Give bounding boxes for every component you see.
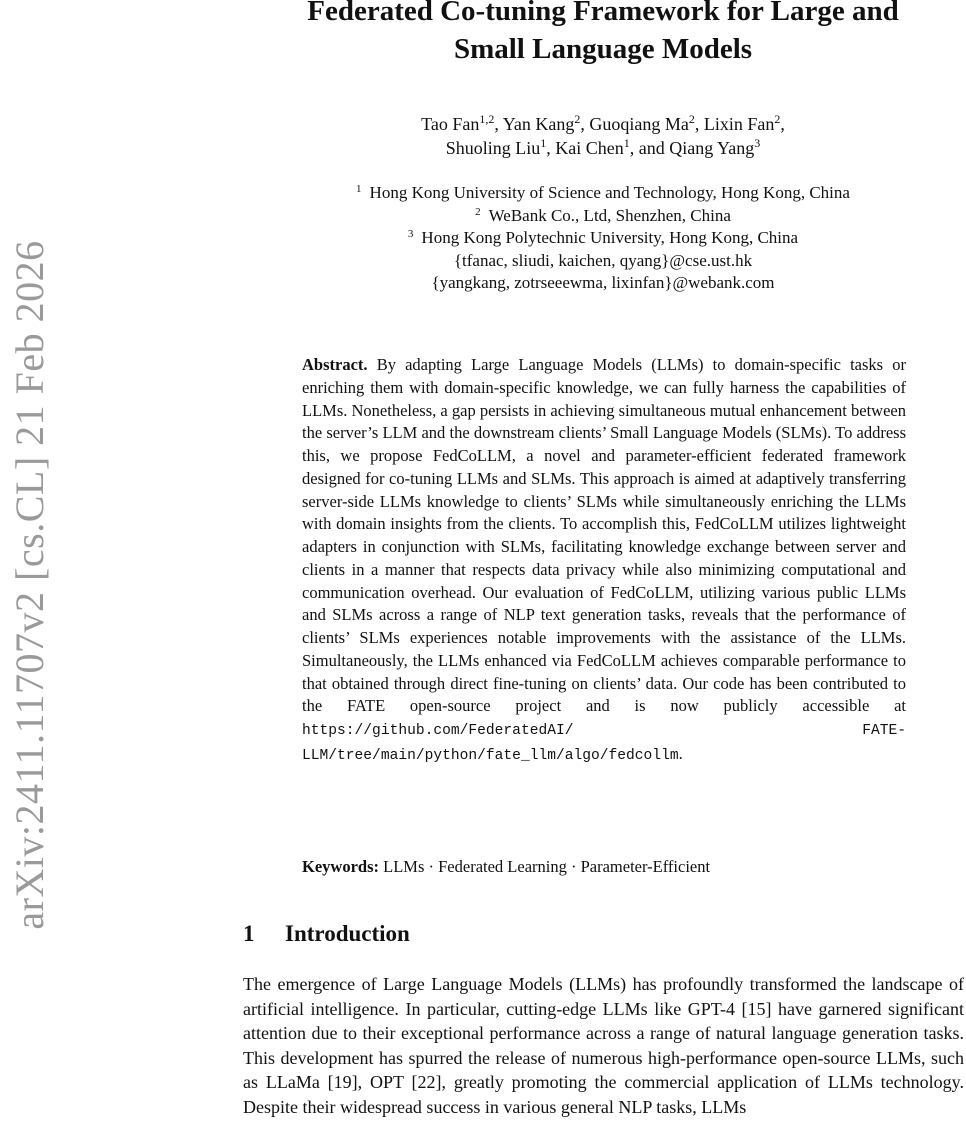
- paper-title: [240, 0, 966, 68]
- author-affiliation-mark: 1: [540, 136, 547, 150]
- author-separator: ,: [694, 114, 704, 134]
- author-name: Lixin Fan: [703, 114, 775, 134]
- abstract-end-punctuation: .: [678, 743, 683, 763]
- author-name: Kai Chen: [555, 138, 624, 158]
- author-name: Qiang Yang: [669, 138, 755, 158]
- email-line: {tfanac, sliudi, kaichen, qyang}@cse.ust.hk: [453, 250, 753, 270]
- introduction-paragraph: The emergence of Large Language Models (LLMs) has profoundly transformed the landscape of artificial intelligence. In particular, cutting-edge LLMs like GPT-4 [15] have garnered significant attention due to their exceptional performance across a range of natural language generation tasks. This development has spurred the release of numerous high-performance open-source LLMs, such as LLaMa [19], OPT [22], greatly promoting the commercial application of LLMs technology. Despite their widespread success in various general NLP tasks, LLMs: [243, 974, 964, 1117]
- section-heading-introduction: [243, 918, 410, 950]
- author-separator: ,: [546, 138, 556, 158]
- keywords-label: Keywords:: [302, 857, 379, 876]
- abstract: [302, 354, 906, 768]
- affiliation-line: [240, 227, 966, 250]
- author-affiliation-mark: 3: [754, 136, 761, 150]
- author-name: Shuoling Liu: [445, 138, 541, 158]
- author-line-1: [240, 112, 966, 136]
- affiliation-block: [240, 182, 966, 295]
- abstract-text: By adapting Large Language Models (LLMs) to domain-specific tasks or enriching them with domain-specific knowledge, we can fully harness the capabilities of LLMs. Nonetheless, a gap persists in achieving simultaneous mutual enhancement between the server’s LLM and the downstream clients’ Small Language Models (SLMs). To address this, we propose FedCoLLM, a novel and parameter-efficient federated framework designed for co-tuning LLMs and SLMs. This approach is aimed at adaptively transferring server-side LLMs knowledge to clients’ SLMs while simultaneously enriching the LLMs with domain insights from the clients. To accomplish this, FedCoLLM utilizes lightweight adapters in conjunction with SLMs, facilitating knowledge exchange between server and clients in a manner that respects data privacy while also minimizing computational and communication overhead. Our evaluation of FedCoLLM, utilizing various public LLMs and SLMs across a range of NLP text generation tasks, reveals that the performance of clients’ SLMs experiences notable improvements with the assistance of the LLMs. Simultaneously, the LLMs enhanced via FedCoLLM achieves comparable performance to that obtained through direct fine-tuning on clients’ data. Our code has been contributed to the FATE open-source project and is now publicly accessible at: [302, 355, 906, 716]
- affiliation-line: [240, 205, 966, 228]
- email-line: {yangkang, zotrseeewma, lixinfan}@webank.com: [431, 273, 775, 293]
- paper-title-line-2: Small Language Models: [453, 33, 753, 65]
- author-name: Yan Kang: [502, 114, 575, 134]
- author-separator: ,: [780, 114, 785, 134]
- code-repository-link[interactable]: https://github.com/FederatedAI/ FATE-LLM/tree/main/python/fate_llm/algo/fedcollm: [302, 723, 906, 764]
- author-affiliation-mark: 1: [623, 136, 630, 150]
- affiliation-mark: 3: [407, 228, 414, 241]
- abstract-label: Abstract.: [302, 355, 368, 374]
- affiliation-text: Hong Kong University of Science and Technology, Hong Kong, China: [369, 183, 850, 202]
- keywords-text: LLMs · Federated Learning · Parameter-Efficient: [383, 857, 711, 876]
- author-separator: ,: [494, 114, 503, 134]
- section-number: 1: [243, 921, 255, 946]
- keywords: [302, 856, 906, 878]
- arxiv-identifier-stamp: arXiv:2411.11707v2 [cs.CL] 21 Feb 2026: [7, 240, 52, 930]
- affiliation-line: [240, 182, 966, 205]
- author-affiliation-mark: 2: [688, 112, 695, 126]
- author-separator: , and: [629, 138, 670, 158]
- author-affiliation-mark: 2: [774, 112, 781, 126]
- author-name: Tao Fan: [421, 114, 480, 134]
- paper-title-line-1: Federated Co-tuning Framework for Large and: [307, 0, 899, 27]
- author-affiliation-mark: 1,2: [479, 112, 495, 126]
- affiliation-text: WeBank Co., Ltd, Shenzhen, China: [488, 205, 731, 225]
- affiliation-mark: 1: [356, 183, 362, 195]
- author-list: [240, 112, 966, 160]
- section-title: Introduction: [285, 921, 410, 946]
- author-line-2: [240, 136, 966, 160]
- affiliation-text: Hong Kong Polytechnic University, Hong Kong, China: [421, 228, 799, 248]
- author-affiliation-mark: 2: [574, 112, 581, 126]
- affiliation-mark: 2: [475, 205, 481, 218]
- author-separator: ,: [580, 114, 590, 134]
- author-name: Guoqiang Ma: [589, 114, 689, 134]
